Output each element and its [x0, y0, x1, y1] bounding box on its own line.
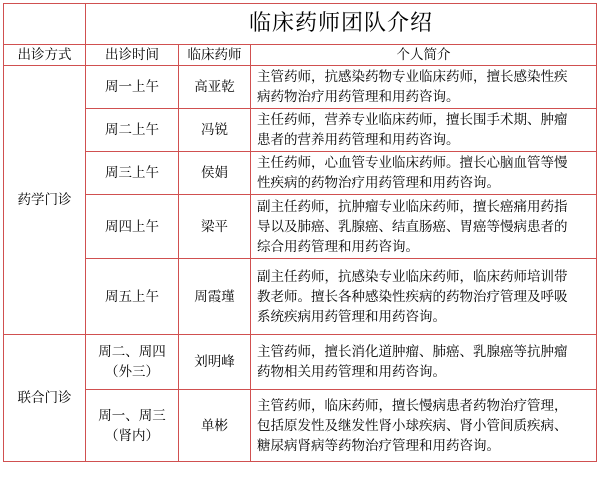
intro-line: 主管药师，临床药师，擅长慢病患者药物治疗管理， — [257, 397, 568, 414]
pharmacist-name: 单彬 — [179, 390, 251, 462]
page-title: 临床药师团队介绍 — [86, 4, 597, 45]
table-row — [4, 109, 597, 152]
header-pharmacist: 临床药师 — [179, 45, 251, 66]
table-row — [4, 66, 597, 109]
intro-line: 教老师。擅长各种感染性疾病的药物治疗管理及呼吸 — [257, 288, 568, 305]
intro-line: 药物相关用药管理和用药咨询。 — [257, 364, 446, 380]
intro-line: 包括原发性及继发性肾小球疾病、肾小管间质疾病、 — [257, 417, 568, 434]
mode-cell-joint-clinic: 联合门诊 — [4, 335, 86, 462]
pharmacist-name: 周霞瑾 — [179, 259, 251, 335]
pharmacist-team-table — [3, 3, 597, 462]
intro-line: 糖尿病肾病等药物治疗管理和用药咨询。 — [257, 437, 500, 454]
time-line: （肾内） — [105, 427, 159, 444]
intro-line: 副主任药师，抗肿瘤专业临床药师，擅长癌痛用药指 — [257, 198, 568, 215]
time-cell — [86, 390, 179, 462]
table-row — [4, 335, 597, 390]
header-row — [4, 45, 597, 66]
header-time: 出诊时间 — [86, 45, 179, 66]
time-cell: 周二上午 — [86, 109, 179, 152]
pharmacist-name: 刘明峰 — [179, 335, 251, 390]
time-cell: 周四上午 — [86, 195, 179, 259]
intro-line: 综合用药管理和用药咨询。 — [257, 238, 419, 255]
intro-line: 病药物治疗用药管理和用药咨询。 — [257, 89, 460, 105]
intro-line: 患者的营养用药管理和用药咨询。 — [257, 132, 460, 148]
time-cell: 周五上午 — [86, 259, 179, 335]
time-line: 周二、周四 — [98, 344, 166, 360]
title-row — [4, 4, 597, 45]
intro-line: 导以及肺癌、乳腺癌、结直肠癌、胃癌等慢病患者的 — [257, 218, 568, 235]
intro-line: 副主任药师，抗感染专业临床药师，临床药师培训带 — [257, 268, 568, 285]
intro-cell — [251, 66, 597, 109]
time-cell: 周三上午 — [86, 152, 179, 195]
header-mode: 出诊方式 — [4, 45, 86, 66]
intro-cell — [251, 335, 597, 390]
pharmacist-name: 梁平 — [179, 195, 251, 259]
title-corner-cell — [4, 4, 86, 45]
intro-cell — [251, 109, 597, 152]
header-intro: 个人简介 — [251, 45, 597, 66]
mode-cell-pharmacy-clinic: 药学门诊 — [4, 66, 86, 335]
intro-line: 性疾病的药物治疗用药管理和用药咨询。 — [257, 175, 500, 191]
intro-cell — [251, 390, 597, 462]
time-cell — [86, 335, 179, 390]
table-row — [4, 152, 597, 195]
pharmacist-name: 冯锐 — [179, 109, 251, 152]
time-line: （外三） — [105, 364, 159, 380]
intro-cell — [251, 259, 597, 335]
intro-line: 主任药师，营养专业临床药师，擅长围手术期、肿瘤 — [257, 112, 568, 128]
pharmacist-name: 侯娟 — [179, 152, 251, 195]
table-row — [4, 259, 597, 335]
intro-line: 主管药师，抗感染药物专业临床药师，擅长感染性疾 — [257, 69, 568, 85]
table-row — [4, 195, 597, 259]
time-cell: 周一上午 — [86, 66, 179, 109]
pharmacist-name: 高亚乾 — [179, 66, 251, 109]
intro-line: 主任药师，心血管专业临床药师。擅长心脑血管等慢 — [257, 155, 568, 171]
time-line: 周一、周三 — [98, 407, 166, 424]
intro-line: 系统疾病用药管理和用药咨询。 — [257, 308, 446, 325]
table-row — [4, 390, 597, 462]
intro-cell — [251, 195, 597, 259]
intro-cell — [251, 152, 597, 195]
intro-line: 主管药师，擅长消化道肿瘤、肺癌、乳腺癌等抗肿瘤 — [257, 344, 568, 360]
